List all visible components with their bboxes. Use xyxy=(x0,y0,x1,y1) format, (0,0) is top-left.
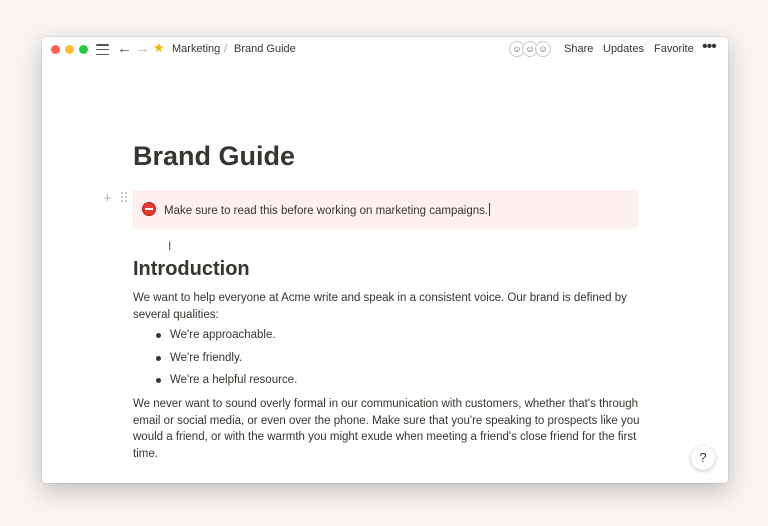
bullet-icon xyxy=(156,378,161,383)
breadcrumb-parent[interactable]: Marketing xyxy=(172,43,221,55)
zoom-window-button[interactable] xyxy=(79,45,88,54)
section-heading[interactable]: Introduction xyxy=(133,258,250,280)
add-block-icon[interactable]: + xyxy=(103,190,112,207)
list-item-text[interactable]: We're approachable. xyxy=(170,329,276,341)
help-button[interactable]: ? xyxy=(691,446,715,470)
list-item-text[interactable]: We're a helpful resource. xyxy=(170,374,298,386)
share-button[interactable]: Share xyxy=(564,43,594,55)
list-item[interactable] xyxy=(133,372,297,395)
list-item[interactable] xyxy=(133,350,297,373)
star-icon: ★ xyxy=(153,40,165,55)
title-bar xyxy=(42,37,728,63)
list-item-text[interactable]: We're friendly. xyxy=(170,351,243,364)
app-window xyxy=(42,37,728,483)
breadcrumb-current[interactable]: Brand Guide xyxy=(234,43,296,55)
closing-paragraph[interactable]: We never want to sound overly formal in our communication with customers, whether that's through email or social media, or even over the phone. Make sure that you're speaking to prospects like you would a friend, or with the warmth you might exude when meeting a friend's close friend for the first time. xyxy=(133,398,640,461)
text-caret xyxy=(489,203,490,216)
no-entry-icon[interactable] xyxy=(142,202,156,216)
bullet-icon xyxy=(156,333,161,338)
ellipsis-icon[interactable]: ••• xyxy=(702,38,716,55)
avatar[interactable]: ☺ xyxy=(509,41,525,57)
callout-text[interactable]: Make sure to read this before working on marketing campaigns. xyxy=(164,205,489,217)
callout-block[interactable] xyxy=(132,190,638,229)
qualities-list xyxy=(133,327,297,395)
bullet-icon xyxy=(156,356,161,361)
intro-paragraph[interactable]: We want to help everyone at Acme write and speak in a consistent voice. Our brand is defined by several qualities: xyxy=(133,292,627,321)
avatar[interactable]: ☺ xyxy=(522,41,538,57)
hamburger-icon[interactable] xyxy=(96,44,109,55)
drag-handle-icon[interactable] xyxy=(121,192,127,203)
minimize-window-button[interactable] xyxy=(65,45,74,54)
arrow-right-icon[interactable]: → xyxy=(135,40,150,57)
collaborator-avatars[interactable] xyxy=(509,41,555,59)
updates-button[interactable]: Updates xyxy=(603,43,644,55)
avatar[interactable]: ☺ xyxy=(535,41,551,57)
list-item[interactable] xyxy=(133,327,297,350)
text-cursor-icon: I xyxy=(168,239,172,253)
arrow-left-icon[interactable]: ← xyxy=(117,40,132,57)
page-title[interactable]: Brand Guide xyxy=(133,141,296,171)
favorite-button[interactable]: Favorite xyxy=(654,43,694,55)
close-window-button[interactable] xyxy=(51,45,60,54)
breadcrumb-separator: / xyxy=(224,43,228,55)
callout-text-wrapper[interactable] xyxy=(164,203,490,217)
